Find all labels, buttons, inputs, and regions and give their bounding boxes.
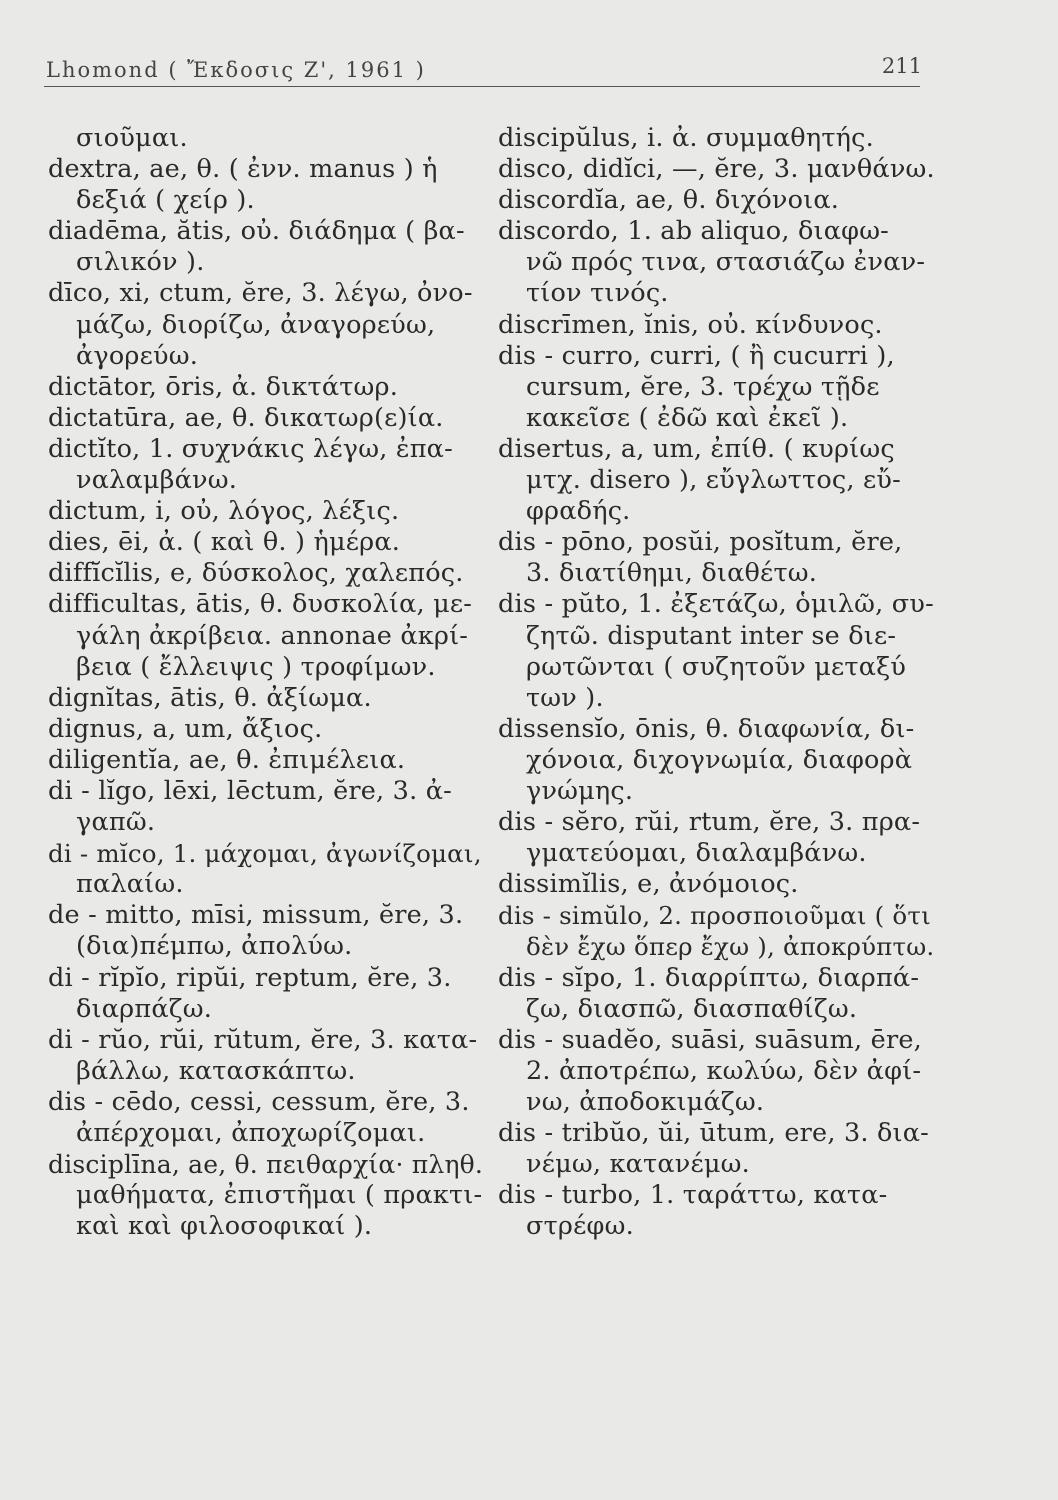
running-head <box>46 54 922 82</box>
entry-line: discrīmen, ĭnis, οὐ. κίνδυνος. <box>498 309 883 340</box>
entry-continuation-line: ζω, διασπῶ, διασπαθίζω. <box>526 993 858 1024</box>
entry-line: diffĭcĭlis, e, δύσκολος, χαλεπός. <box>48 558 464 589</box>
entry-line: dis - turbo, 1. ταράττω, κατα- <box>498 1180 888 1211</box>
entry-line: discordĭa, ae, θ. διχόνοια. <box>498 185 840 216</box>
entry-line: diadēma, ătis, οὐ. διάδημα ( βα- <box>48 216 465 247</box>
entry-line: dissensĭo, ōnis, θ. διαφωνία, δι- <box>498 713 915 744</box>
entry-line: dictatūra, ae, θ. δικατωρ(ε)ία. <box>48 402 444 433</box>
entry-line: dis - cēdo, cessi, cessum, ĕre, 3. <box>48 1086 470 1117</box>
entry-line: dīco, xi, ctum, ĕre, 3. λέγω, ὀνο- <box>48 278 473 309</box>
entry-line: di - rŭo, rŭi, rŭtum, ĕre, 3. κατα- <box>48 1024 478 1055</box>
entry-continuation-line: ζητῶ. disputant inter se διε- <box>526 620 897 651</box>
entry-continuation-line: δεξιά ( χείρ ). <box>76 185 255 216</box>
entry-line: dissimĭlis, e, ἀνόμοιος. <box>498 869 799 900</box>
entry-continuation-line: ἀπέρχομαι, ἀποχωρίζομαι. <box>76 1118 426 1148</box>
entry-continuation-line: ναλαμβάνω. <box>76 465 238 496</box>
entry-continuation-line: μάζω, διορίζω, ἀναγορεύω, <box>76 309 436 340</box>
right-column <box>498 123 938 1242</box>
entry-line: disco, didĭci, —, ĕre, 3. μανθάνω. <box>498 154 935 185</box>
entry-continuation-line: στρέφω. <box>526 1211 634 1242</box>
entry-line: di - lĭgo, lēxi, lēctum, ĕre, 3. ἀ- <box>48 775 452 806</box>
entry-line: dis - pōno, posŭi, posĭtum, ĕre, <box>498 527 903 558</box>
entry-line: diligentĭa, ae, θ. ἐπιμέλεια. <box>48 744 406 775</box>
running-title: Lhomond ( Ἔκδοσις Ζ', 1961 ) <box>46 58 426 82</box>
entry-continuation-line: ρωτῶνται ( συζητοῦν μεταξύ <box>526 651 907 682</box>
entry-line: dignĭtas, ātis, θ. ἀξίωμα. <box>48 682 372 713</box>
entry-continuation-line: γνώμης. <box>526 775 634 806</box>
entry-line: de - mitto, mīsi, missum, ĕre, 3. <box>48 900 464 931</box>
entry-line: dis - sĭpo, 1. διαρρίπτω, διαρπά- <box>498 962 920 993</box>
entry-line: di - rĭpĭo, ripŭi, reptum, ĕre, 3. <box>48 962 452 993</box>
entry-line: dictum, i, οὐ, λόγος, λέξις. <box>48 496 400 527</box>
entry-line: di - mĭco, 1. μάχομαι, ἀγωνίζομαι, <box>48 839 482 869</box>
entry-continuation-line: φραδής. <box>526 496 631 527</box>
entry-continuation-line: ἀγορεύω. <box>76 340 199 371</box>
entry-line: dis - tribŭo, ŭi, ūtum, ere, 3. δια- <box>498 1118 929 1148</box>
entry-line: dictĭto, 1. συχνάκις λέγω, ἐπα- <box>48 433 453 464</box>
entry-line: dis - sĕro, rŭi, rtum, ĕre, 3. πρα- <box>498 807 921 838</box>
entry-line: dis - curro, curri, ( ἢ cucurri ), <box>498 340 895 371</box>
entry-continuation-line: μτχ. disero ), εὔγλωττος, εὔ- <box>526 465 901 496</box>
entry-line: disciplīna, ae, θ. πειθαρχία· πληθ. <box>48 1150 484 1180</box>
entry-continuation-line: των ). <box>526 682 604 713</box>
entry-line: dextra, ae, θ. ( ἐνν. manus ) ἡ <box>48 154 438 185</box>
entry-line: dis - suadĕo, suāsi, suāsum, ēre, <box>498 1024 922 1055</box>
entry-line: difficultas, ātis, θ. δυσκολία, με- <box>48 589 473 620</box>
page-number: 211 <box>881 54 922 78</box>
entry-continuation-line: δὲν ἔχω ὅπερ ἔχω ), ἀποκρύπτω. <box>526 932 935 962</box>
entry-continuation-line: μαθήματα, ἐπιστῆμαι ( πρακτι- <box>76 1180 483 1211</box>
left-column <box>48 123 488 1242</box>
entry-continuation-line: σιοῦμαι. <box>76 123 188 153</box>
entry-continuation-line: κακεῖσε ( ἐδῶ καὶ ἐκεῖ ). <box>526 402 849 433</box>
entry-line: dignus, a, um, ἄξιος. <box>48 713 323 744</box>
entry-continuation-line: (δια)πέμπω, ἀπολύω. <box>76 931 353 962</box>
entry-continuation-line: παλαίω. <box>76 869 184 900</box>
entry-continuation-line: γάλη ἀκρίβεια. annonae ἀκρί- <box>76 620 469 651</box>
entry-line: discordo, 1. ab aliquo, διαφω- <box>498 216 890 247</box>
entry-line: dies, ēi, ἀ. ( καὶ θ. ) ἡμέρα. <box>48 527 401 558</box>
entry-continuation-line: cursum, ĕre, 3. τρέχω τῇδε <box>526 371 880 402</box>
entry-continuation-line: διαρπάζω. <box>76 993 213 1024</box>
entry-continuation-line: γματεύομαι, διαλαμβάνω. <box>526 838 867 869</box>
entry-continuation-line: 3. διατίθημι, διαθέτω. <box>526 558 818 589</box>
entry-continuation-line: 2. ἀποτρέπω, κωλύω, δὲν ἀφί- <box>526 1055 922 1086</box>
entry-continuation-line: καὶ καὶ φιλοσοφικαί ). <box>76 1211 373 1242</box>
entry-continuation-line: βεια ( ἔλλειψις ) τροφίμων. <box>76 651 436 682</box>
entry-continuation-line: τίον τινός. <box>526 278 669 309</box>
header-rule <box>44 86 920 87</box>
entry-continuation-line: βάλλω, κατασκάπτω. <box>76 1055 356 1086</box>
entry-continuation-line: σιλικόν ). <box>76 247 205 278</box>
entry-line: dictātor, ōris, ἀ. δικτάτωρ. <box>48 371 399 402</box>
entry-line: disertus, a, um, ἐπίθ. ( κυρίως <box>498 433 895 464</box>
entry-continuation-line: χόνοια, διχογνωμία, διαφορὰ <box>526 744 913 775</box>
entry-line: discipŭlus, i. ἀ. συμμαθητής. <box>498 123 874 153</box>
entry-continuation-line: νω, ἀποδοκιμάζω. <box>526 1086 765 1117</box>
entry-line: dis - simŭlo, 2. προσποιοῦμαι ( ὅτι <box>498 901 931 931</box>
entry-line: dis - pŭto, 1. ἐξετάζω, ὁμιλῶ, συ- <box>498 589 934 620</box>
entry-continuation-line: γαπῶ. <box>76 807 156 838</box>
entry-continuation-line: νέμω, κατανέμω. <box>526 1149 750 1180</box>
entry-continuation-line: νῶ πρός τινα, στασιάζω ἐναν- <box>526 247 926 278</box>
